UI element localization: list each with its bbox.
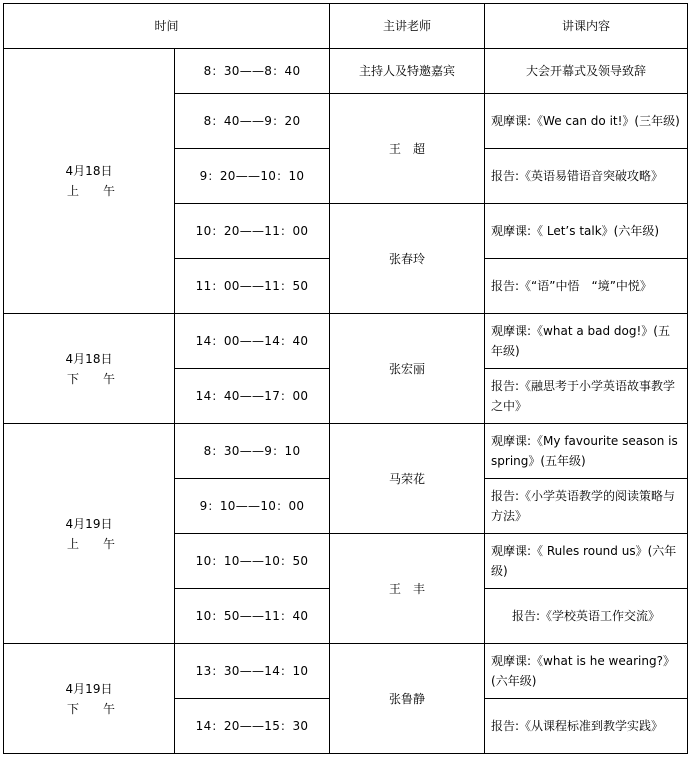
session-period: 上 午 — [66, 536, 115, 551]
teacher-name: 王 超 — [330, 94, 485, 204]
table-row — [4, 49, 688, 94]
time-slot: 11：00——11：50 — [175, 259, 330, 314]
time-slot: 14：00——14：40 — [175, 314, 330, 369]
table-row — [4, 424, 688, 479]
lecture-content: 报告:《“语”中悟 “境”中悦》 — [485, 259, 688, 314]
session-date: 4月19日 — [65, 681, 113, 696]
session-period: 下 午 — [66, 701, 115, 716]
time-slot: 9：20——10：10 — [175, 149, 330, 204]
session-date-cell — [4, 314, 175, 424]
session-date-cell — [4, 49, 175, 314]
time-slot: 13：30——14：10 — [175, 644, 330, 699]
time-slot: 8：30——9：10 — [175, 424, 330, 479]
time-slot: 14：20——15：30 — [175, 699, 330, 754]
session-period: 下 午 — [66, 371, 115, 386]
lecture-content: 观摩课:《We can do it!》(三年级) — [485, 94, 688, 149]
session-date-cell — [4, 644, 175, 754]
session-date: 4月19日 — [65, 516, 113, 531]
session-date: 4月18日 — [65, 351, 113, 366]
session-date: 4月18日 — [65, 164, 113, 178]
header-row — [4, 4, 688, 49]
header-time: 时间 — [4, 4, 330, 49]
session-period: 上 午 — [66, 184, 115, 198]
schedule-table — [3, 3, 688, 754]
time-slot: 10：20——11：00 — [175, 204, 330, 259]
lecture-content: 观摩课:《My favourite season is spring》(五年级) — [485, 424, 688, 479]
time-slot: 9：10——10：00 — [175, 479, 330, 534]
lecture-content: 观摩课:《 Let’s talk》(六年级) — [485, 204, 688, 259]
lecture-content: 观摩课:《what a bad dog!》(五年级) — [485, 314, 688, 369]
time-slot: 8：30——8：40 — [175, 49, 330, 94]
time-slot: 10：50——11：40 — [175, 589, 330, 644]
time-slot: 10：10——10：50 — [175, 534, 330, 589]
session-date-cell — [4, 424, 175, 644]
teacher-name: 张鲁静 — [330, 644, 485, 754]
table-row — [4, 644, 688, 699]
lecture-content: 报告:《英语易错语音突破攻略》 — [485, 149, 688, 204]
teacher-name: 主持人及特邀嘉宾 — [330, 49, 485, 94]
lecture-content: 大会开幕式及领导致辞 — [485, 49, 688, 94]
teacher-name: 张宏丽 — [330, 314, 485, 424]
lecture-content: 报告:《融思考于小学英语故事教学之中》 — [485, 369, 688, 424]
header-content: 讲课内容 — [485, 4, 688, 49]
teacher-name: 王 丰 — [330, 534, 485, 644]
header-teacher: 主讲老师 — [330, 4, 485, 49]
lecture-content: 报告:《学校英语工作交流》 — [485, 589, 688, 644]
teacher-name: 马荣花 — [330, 424, 485, 534]
lecture-content: 观摩课:《what is he wearing?》(六年级) — [485, 644, 688, 699]
lecture-content: 报告:《小学英语教学的阅读策略与方法》 — [485, 479, 688, 534]
time-slot: 8：40——9：20 — [175, 94, 330, 149]
time-slot: 14：40——17：00 — [175, 369, 330, 424]
lecture-content: 观摩课:《 Rules round us》(六年级) — [485, 534, 688, 589]
lecture-content: 报告:《从课程标准到教学实践》 — [485, 699, 688, 754]
table-row — [4, 314, 688, 369]
teacher-name: 张春玲 — [330, 204, 485, 314]
